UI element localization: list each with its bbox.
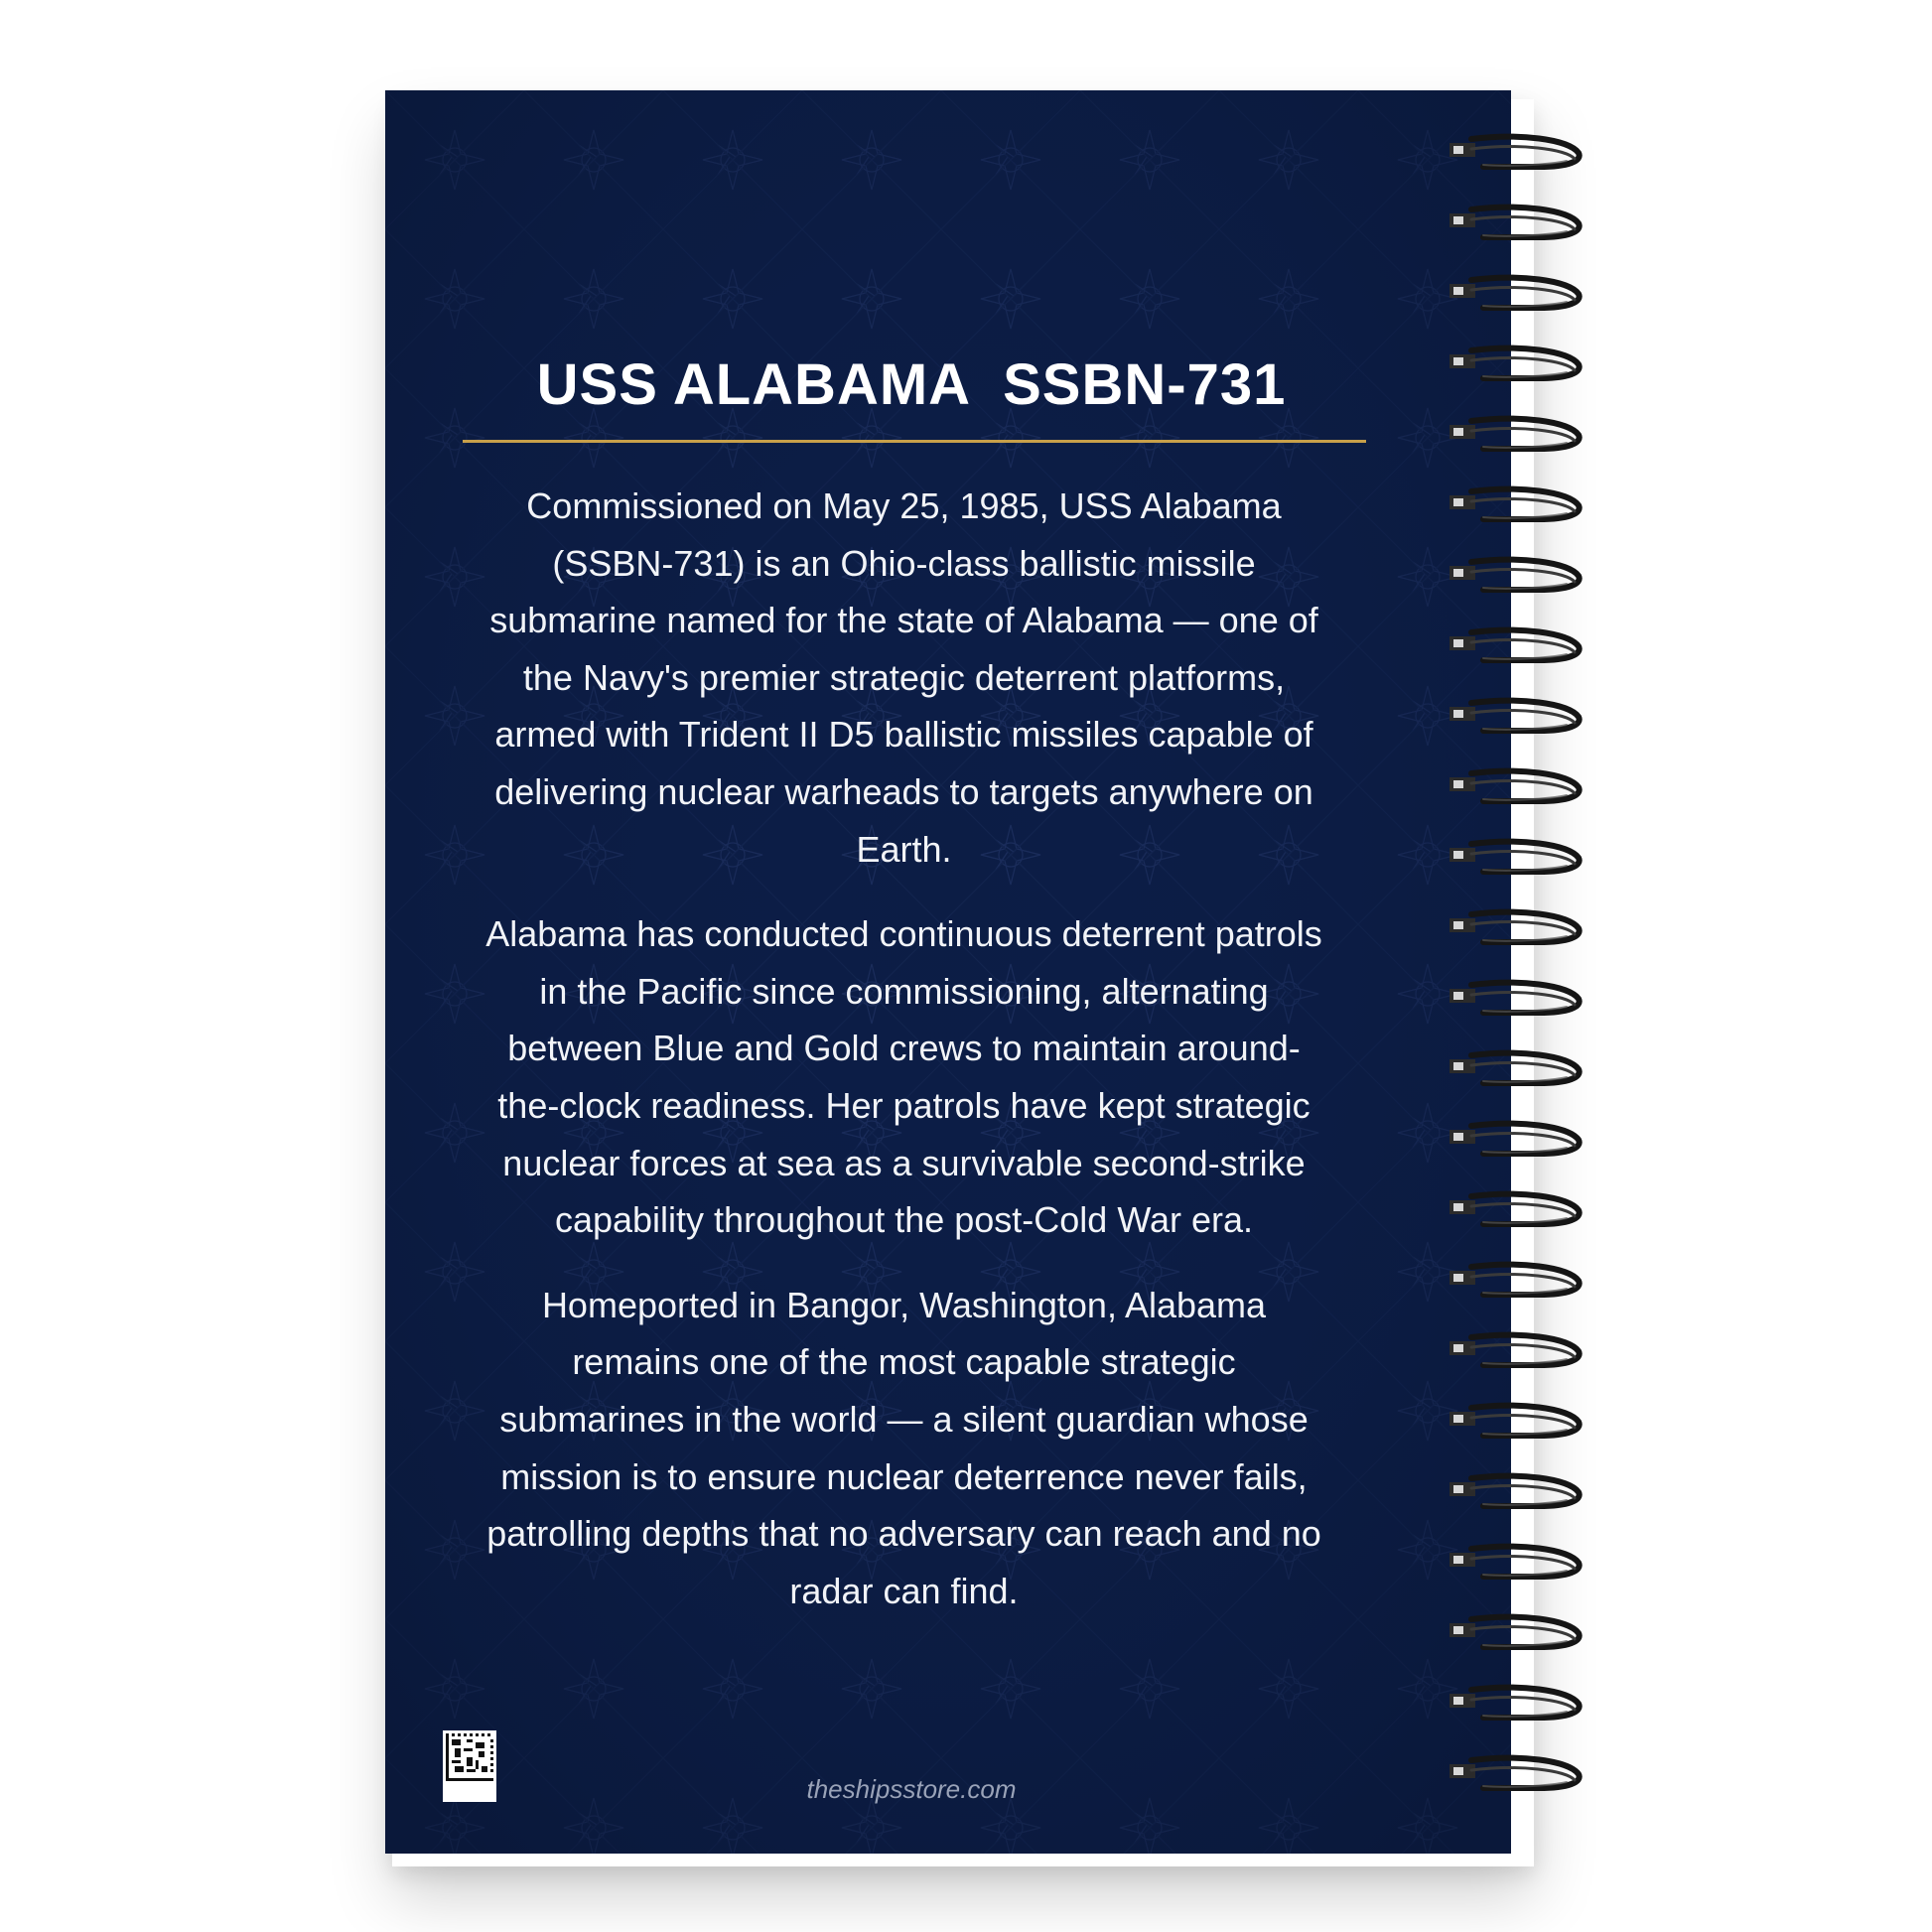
data-matrix-code-icon — [443, 1730, 496, 1802]
paragraph-commissioning: Commissioned on May 25, 1985, USS Alabama (SSBN-731) is an Ohio-class ballistic missile submarine named for the state of Alabama — one of the Navy's premier strategic deterrent platforms, armed with Trident II D5 ballistic missiles capable of delivering nuclear warheads to targets anywhere on Earth. — [489, 485, 1318, 870]
description-block — [484, 478, 1323, 1647]
notebook-back-cover — [385, 90, 1511, 1854]
page-title: USS ALABAMA SSBN-731 — [536, 352, 1287, 417]
spiral-binding-icon — [1449, 129, 1598, 1817]
website-url: theshipsstore.com — [806, 1774, 1017, 1804]
paragraph-homeport: Homeported in Bangor, Washington, Alabama remains one of the most capable strategic submarines in the world — a silent guardian whose mission is to ensure nuclear deterrence never fails, patrolling depths that no adversary can reach and no radar can find. — [486, 1284, 1321, 1611]
title-divider — [463, 440, 1366, 443]
paragraph-patrols: Alabama has conducted continuous deterrent patrols in the Pacific since commissioning, alternating between Blue and Gold crews to maintain around-the-clock readiness. Her patrols have kept strategic nuclear forces at sea as a survivable second-strike capability throughout the post-Cold War era. — [485, 913, 1322, 1241]
